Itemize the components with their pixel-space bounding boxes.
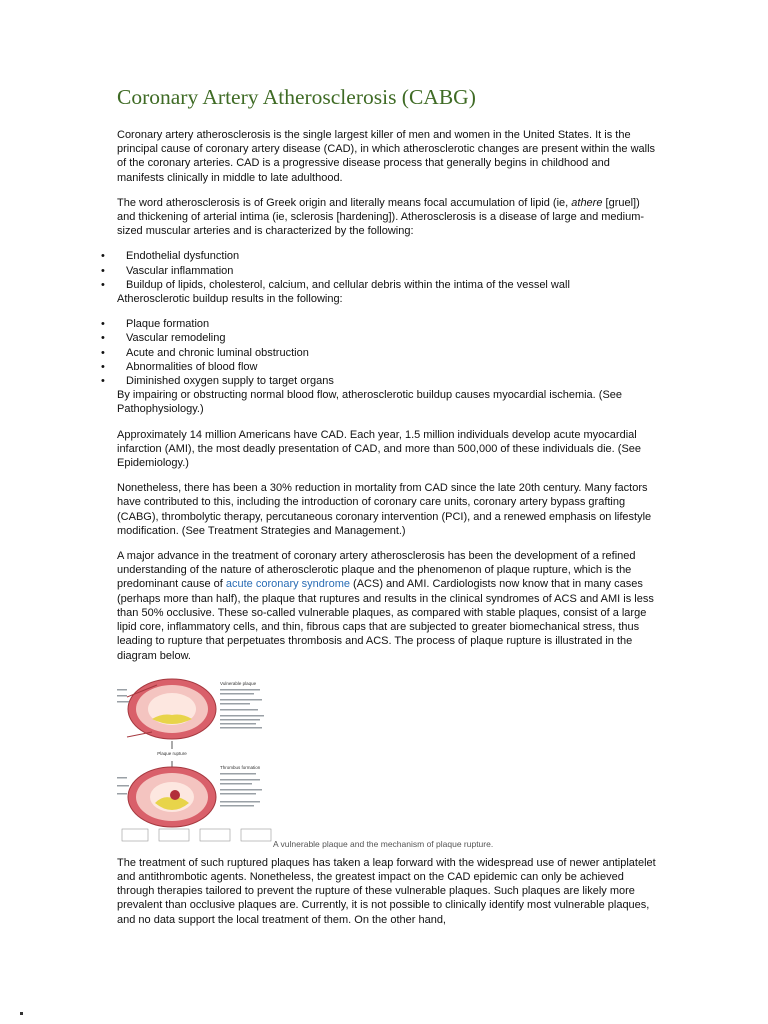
list-item: • Endothelial dysfunction bbox=[117, 249, 657, 263]
epidemiology-paragraph: Approximately 14 million Americans have CAD. Each year, 1.5 million individuals develop acute myocardial infarction (AMI), the most deadly presentation of CAD, and more than 500,000 of these individuals die. (See Epidemiology.) bbox=[117, 428, 642, 470]
etymology-text-a: The word atherosclerosis is of Greek origin and literally means focal accumulation of lipid (ie, bbox=[117, 196, 572, 209]
plaque-text-b: (ACS) and AMI. Cardiologists now know that in many cases (perhaps more than half), the plaque that ruptures and results in the clinical syndromes of ACS and AMI is less than 50% occlusive. These so-called vulnerable plaques, as compared with stable plaques, consist of a large lipid core, inflammatory cells, and thin, fibrous caps that are subjected to greater biomechanical stress, thus leading to rupture that perpetuates thrombosis and ACS. The process of plaque rupture is illustrated in the diagram below. bbox=[117, 578, 654, 662]
plaque-diagram bbox=[117, 677, 277, 852]
thrombus-label: Thrombus formation bbox=[220, 764, 261, 770]
list-item: • Plaque formation bbox=[117, 317, 657, 331]
list-item: • Abnormalities of blood flow bbox=[117, 360, 657, 374]
vulnerable-plaque-vessel bbox=[127, 679, 216, 739]
document-page bbox=[117, 84, 657, 938]
page-title: Coronary Artery Atherosclerosis (CABG) bbox=[117, 85, 476, 109]
etymology-paragraph bbox=[117, 196, 657, 239]
list-item: • Diminished oxygen supply to target organs bbox=[117, 374, 657, 388]
results-list bbox=[117, 317, 657, 388]
rupture-label: Plaque rupture bbox=[157, 750, 187, 756]
acs-link[interactable]: acute coronary syndrome bbox=[225, 578, 350, 591]
list-item: • Buildup of lipids, cholesterol, calcium, and cellular debris within the intima of the vessel wall bbox=[117, 278, 657, 292]
mortality-paragraph: Nonetheless, there has been a 30% reduction in mortality from CAD since the late 20th century. Many factors have contributed to this, including the introduction of coronary care units, coronary artery bypass grafting (CABG), thrombolytic therapy, percutaneous coronary intervention (PCI), and a renewed emphasis on lifestyle modification. (See Treatment Strategies and Management.) bbox=[117, 482, 652, 537]
page-corner-mark bbox=[20, 1012, 23, 1015]
plaque-rupture-figure bbox=[117, 677, 657, 852]
figure-caption: A vulnerable plaque and the mechanism of plaque rupture. bbox=[273, 838, 494, 849]
plaque-text-a: A major advance in the treatment of coronary artery atherosclerosis has been the development of a refined understanding of the nature of atherosclerotic plaque and the phenomenon of plaque rupture, which is the predominant cause of bbox=[117, 550, 636, 591]
list-item: • Vascular inflammation bbox=[117, 264, 657, 278]
thrombus-vessel bbox=[128, 767, 216, 827]
list-item: • Vascular remodeling bbox=[117, 331, 657, 345]
characterized-list bbox=[117, 249, 657, 292]
list-item: • Acute and chronic luminal obstruction bbox=[117, 346, 657, 360]
ischemia-paragraph: By impairing or obstructing normal blood flow, atherosclerotic buildup causes myocardial ischemia. (See Pathophysiology.) bbox=[117, 389, 623, 416]
vulnerable-label: Vulnerable plaque bbox=[220, 680, 257, 686]
treatment-paragraph: The treatment of such ruptured plaques has taken a leap forward with the widespread use of newer antiplatelet and antithrombotic agents. Nonetheless, the greatest impact on the CAD epidemic can only be achieved through therapies tailored to prevent the rupture of these vulnerable plaques. Such plaques are likely more prevalent than occlusive plaques are. Currently, it is not possible to clinically identify most vulnerable plaques, and no data support the local treatment of them. On the other hand, bbox=[117, 856, 656, 926]
plaque-rupture-paragraph bbox=[117, 549, 657, 663]
etymology-emphasis: athere bbox=[571, 196, 603, 209]
intro-paragraph: Coronary artery atherosclerosis is the single largest killer of men and women in the United States. It is the principal cause of coronary artery disease (CAD), in which atherosclerotic changes are present within the walls of the coronary arteries. CAD is a progressive disease process that generally begins in childhood and manifests clinically in middle to late adulthood. bbox=[117, 129, 656, 184]
etymology-text-b: [gruel]) and thickening of arterial intima (ie, sclerosis [hardening]). Atherosclerosis is a disease of large and medium-sized muscular arteries and is characterized by the following: bbox=[117, 196, 645, 238]
results-intro: Atherosclerotic buildup results in the following: bbox=[117, 293, 343, 306]
